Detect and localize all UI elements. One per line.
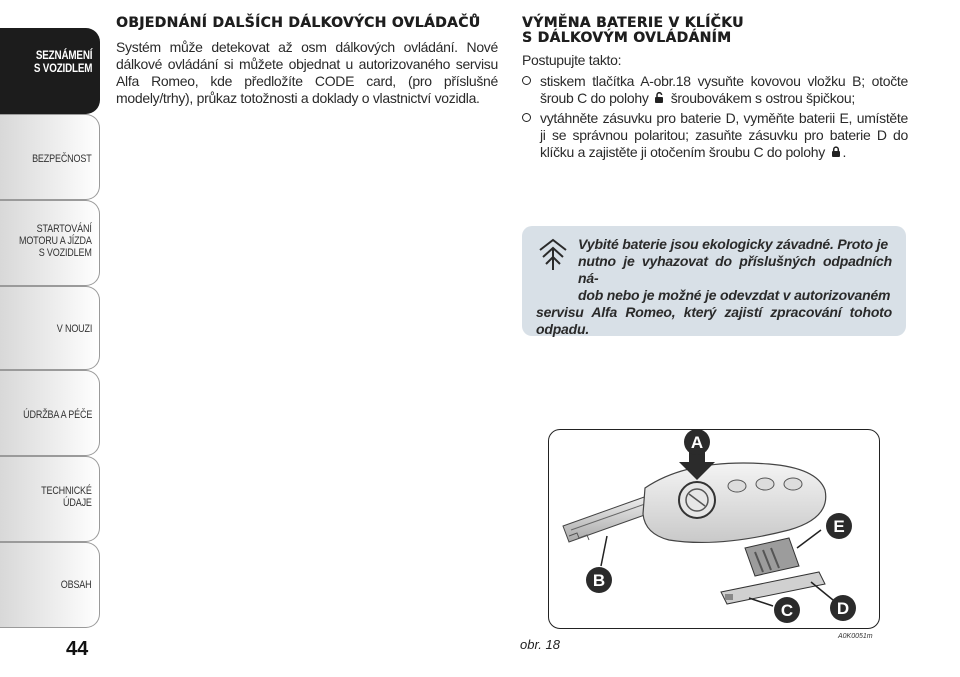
fob-button: [728, 480, 746, 492]
page-number: 44: [66, 638, 89, 660]
label-e: [826, 513, 852, 539]
label-a: [684, 430, 710, 455]
step-item: [522, 73, 908, 107]
battery-e: [745, 538, 799, 576]
figure-code: A0K0051m: [838, 633, 873, 640]
intro-text: Postupujte takto:: [522, 52, 622, 68]
svg-text:B: B: [592, 571, 606, 590]
step-1-text-end: šroubovákem s ostrou špičkou;: [670, 90, 855, 106]
steps-list: [522, 73, 908, 161]
locked-padlock-icon: [831, 146, 841, 158]
note-line-rest: servisu Alfa Romeo, který zajistí zpracování tohoto odpadu.: [536, 304, 892, 337]
key-figure: [548, 429, 880, 629]
svg-text:C: C: [780, 601, 794, 620]
unlocked-padlock-icon: [654, 92, 665, 104]
label-d: [830, 595, 856, 621]
tab-technicke-udaje[interactable]: [0, 456, 100, 542]
note-line-2: nutno je vyhazovat do příslušných odpadních ná-: [578, 253, 892, 286]
step-1-text: stiskem tlačítka A-obr.18 vysuňte kovovou vložku B; otočte šroub C do polohy: [540, 73, 908, 106]
section-heading-battery: [522, 16, 908, 46]
svg-text:D: D: [836, 599, 850, 618]
tab-label: STARTOVÁNÍ MOTORU A JÍZDA S VOZIDLEM: [19, 223, 92, 259]
tab-label: OBSAH: [61, 579, 92, 591]
tab-label: TECHNICKÉ ÚDAJE: [41, 485, 92, 509]
left-column: [116, 16, 498, 107]
section-heading-remotes: OBJEDNÁNÍ DALŠÍCH DÁLKOVÝCH OVLÁDAČŮ: [116, 15, 481, 31]
tab-startovani[interactable]: [0, 200, 100, 286]
step-2-text-end: .: [842, 144, 847, 160]
step-2-text: vytáhněte zásuvku pro baterie D, vyměňte baterii E, umístěte ji se správnou polaritou; zasuňte zásuvku pro baterie D do klíčku a zajistěte ji otočením šroubu C do polohy: [540, 110, 908, 160]
heading-line-1: VÝMĚNA BATERIE V KLÍČKU: [522, 15, 744, 31]
bullet-icon: [522, 113, 531, 122]
environment-note: [522, 226, 906, 336]
fob-button: [756, 478, 774, 490]
tab-label: SEZNÁMENÍ S VOZIDLEM: [33, 48, 92, 75]
note-text: [536, 236, 892, 338]
label-b: [586, 567, 612, 593]
right-column: [522, 16, 908, 164]
note-line-1: Vybité baterie jsou ekologicky závadné. Proto je: [578, 236, 888, 252]
label-c: [774, 597, 800, 623]
bullet-icon: [522, 76, 531, 85]
fob-button: [784, 478, 802, 490]
figure-caption: obr. 18: [520, 637, 560, 652]
tab-obsah[interactable]: [0, 542, 100, 628]
tab-bezpecnost[interactable]: [0, 114, 100, 200]
battery-drawer-d: [721, 572, 825, 604]
heading-line-2: S DÁLKOVÝM OVLÁDÁNÍM: [522, 30, 732, 46]
tab-label: ÚDRŽBA A PÉČE: [22, 409, 92, 421]
tab-seznameni[interactable]: [0, 28, 100, 114]
tab-udrzba[interactable]: [0, 370, 100, 456]
key-blade: [563, 496, 653, 542]
key-illustration: [549, 430, 880, 629]
note-line-3: dob nebo je možné je odevzdat v autorizovaném: [578, 287, 891, 303]
svg-text:E: E: [833, 517, 845, 536]
key-fob-body: [643, 463, 826, 542]
recycle-warning-icon: [536, 236, 570, 272]
tab-v-nouzi[interactable]: [0, 286, 100, 370]
remotes-paragraph: Systém může detekovat až osm dálkových ovládání. Nové dálkové ovládání si můžete objednat u autorizovaného servisu Alfa Romeo, kde předložíte CODE card, (pro příslušné modely/trhy), průkaz totožnosti a doklady o vlastnictví vozidla.: [116, 39, 498, 106]
tab-label: BEZPEČNOST: [32, 153, 92, 165]
svg-text:A: A: [690, 433, 704, 452]
step-item: [522, 110, 908, 161]
tab-label: V NOUZI: [56, 323, 92, 335]
